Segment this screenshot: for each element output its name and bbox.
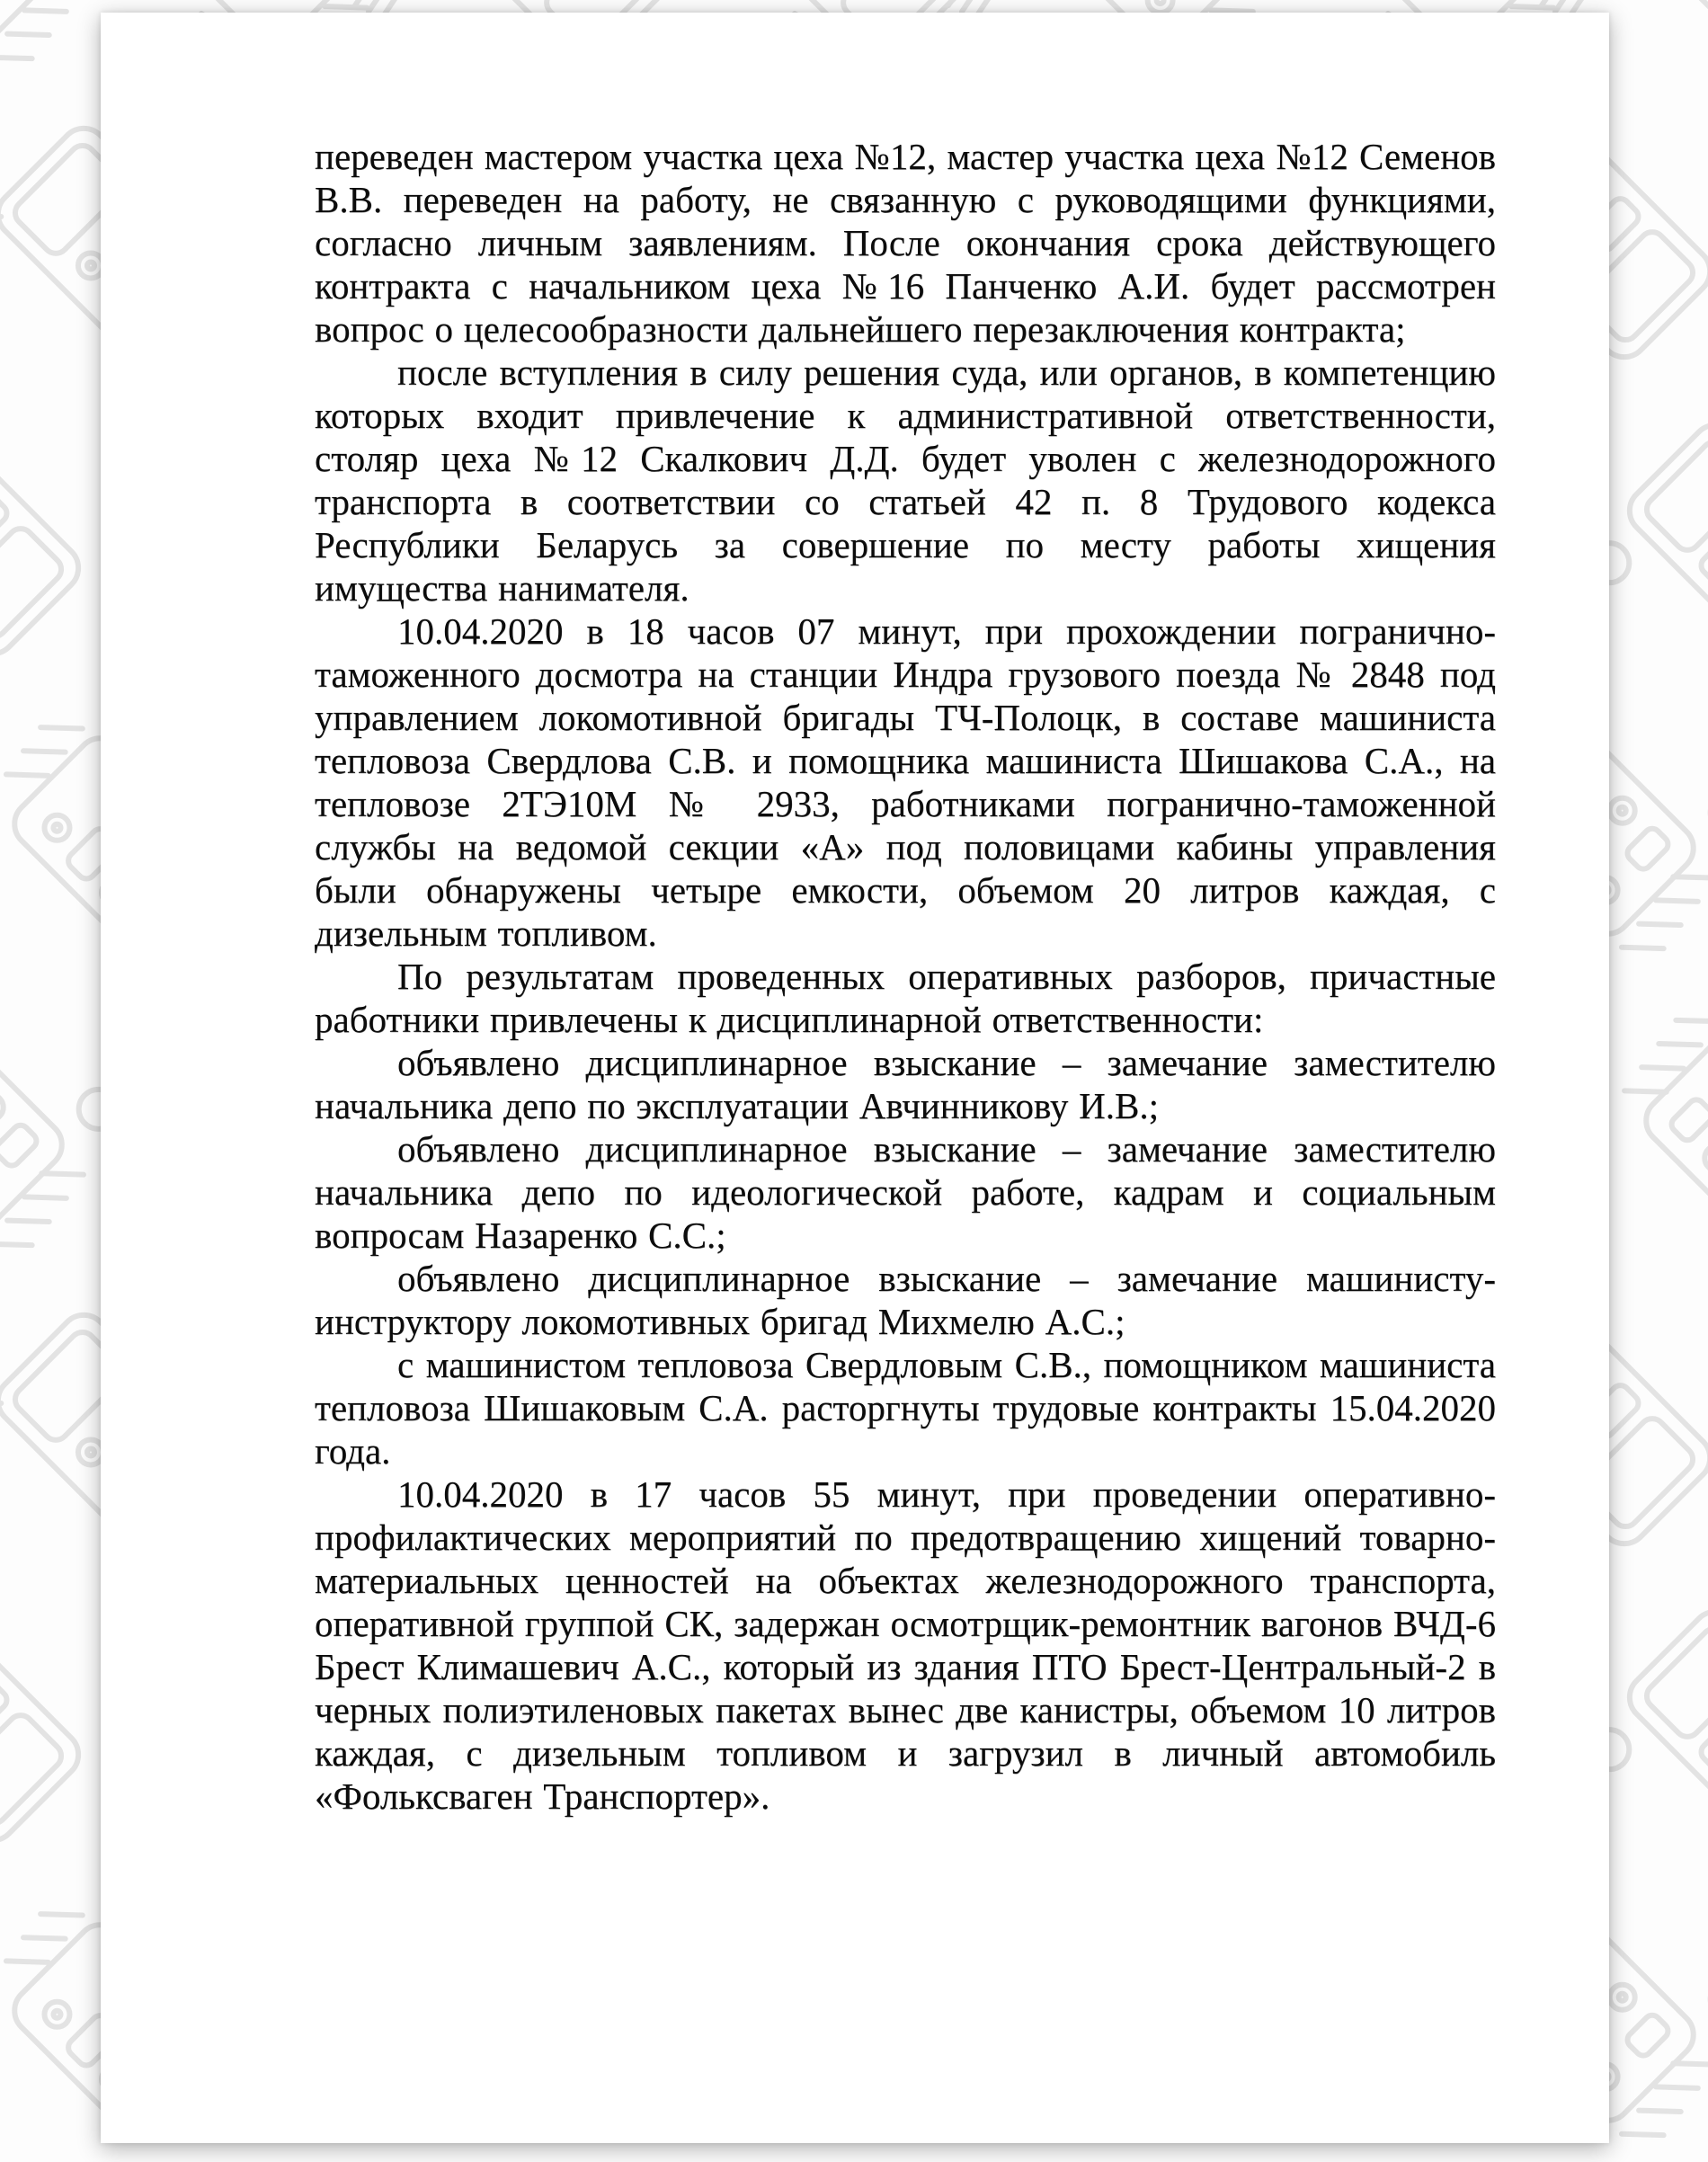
paragraph: объявлено дисциплинарное взыскание – замечание машинисту-инструктору локомотивных бригад Михмелю А.С.; [315,1258,1496,1342]
train-outline-icon [1606,0,1708,70]
paragraph: после вступления в силу решения суда, или органов, в компетенцию которых входит привлечение к административной ответственности, столяр цеха №12 Скалкович Д.Д. будет уволен с железнодорожного транспорта в соответствии со статьей 42 п. 8 Трудового кодекса Республики Беларусь за совершение по месту работы хищения имущества нанимателя. [315,351,1496,609]
train-outline-icon [0,1009,102,1270]
train-outline-icon [1620,1602,1708,1864]
paragraph: объявлено дисциплинарное взыскание – замечание заместителю начальника депо по эксплуатации Авчинникову И.В.; [315,1042,1496,1126]
train-outline-icon [0,1588,88,1850]
train-outline-icon [0,402,88,663]
paragraph: 10.04.2020 в 17 часов 55 минут, при проведении оперативно-профилактических мероприятий по предотвращению хищений товарно-материальных ценностей на объектах железнодорожного транспорта, оперативной группой СК, задержан осмотрщик-ремонтник вагонов ВЧД-6 Брест Климашевич А.С., который из здания ПТО Брест-Центральный-2 в черных полиэтиленовых пакетах вынес две канистры, объемом 10 литров каждая, с дизельным топливом и загрузил в личный автомобиль «Фольксваген Транспортер». [315,1473,1496,1817]
paragraph: переведен мастером участка цеха №12, мастер участка цеха №12 Семенов В.В. переведен на работу, не связанную с руководящими функциями, согласно личным заявлениям. После окончания срока действующего контракта с начальником цеха №16 Панченко А.И. будет рассмотрен вопрос о целесообразности дальнейшего перезаключения контракта; [315,136,1496,350]
train-outline-icon [1620,415,1708,677]
train-outline-icon [1703,1868,1708,2158]
paragraph: объявлено дисциплинарное взыскание – замечание заместителю начальника депо по идеологической работе, кадрам и социальным вопросам Назаренко С.С.; [315,1128,1496,1256]
train-outline-icon [0,0,102,84]
paragraph: По результатам проведенных оперативных разборов, причастные работники привлечены к дисциплинарной ответственности: [315,956,1496,1040]
document-page [101,13,1609,2143]
train-outline-icon [1703,681,1708,1010]
paragraph: с машинистом тепловоза Свердловым С.В., помощником машиниста тепловоза Шишаковым С.А. расторгнуты трудовые контракты 15.04.2020 года. [315,1344,1496,1472]
train-outline-icon [1606,995,1708,1257]
document-text [315,135,1496,1818]
train-outline-icon [716,2146,1045,2158]
paragraph: 10.04.2020 в 18 часов 07 минут, при прохождении погранично-таможенного досмотра на станции Индра грузового поезда № 2848 под управлением локомотивной бригады ТЧ-Полоцк, в составе машиниста тепловоза Свердлова С.В. и помощника машиниста Шишакова С.А., на тепловозе 2ТЭ10М № 2933, работниками погранично-таможенной службы на ведомой секции «А» под половицами кабины управления были обнаружены четыре емкости, объемом 20 литров каждая, с дизельным топливом. [315,610,1496,954]
